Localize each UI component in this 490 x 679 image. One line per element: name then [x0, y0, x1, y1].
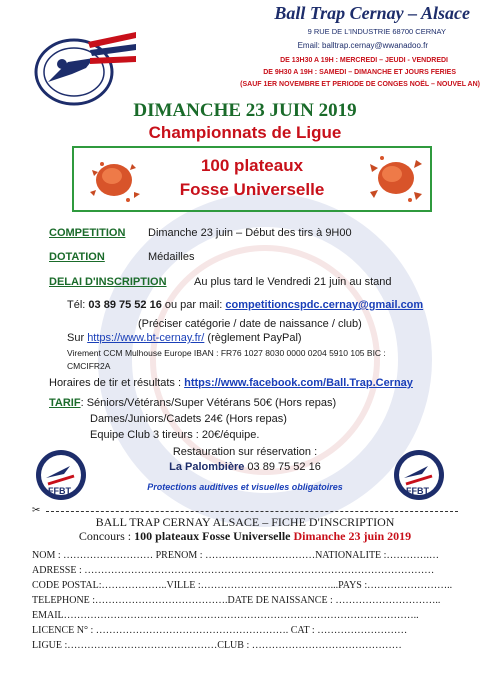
virement-info: Virement CCM Mulhouse Europe IBAN : FR76 1027 8030 0000 0204 5910 105 BIC : [67, 348, 386, 358]
event-box-line1: 100 plateaux [200, 156, 304, 175]
cut-line [46, 511, 458, 512]
bic-code: CMCIFR2A [67, 361, 111, 371]
clay-target-left-icon [84, 152, 144, 206]
competition-value: Dimanche 23 juin – Début des tirs à 9H00 [148, 227, 352, 239]
watermark-logo [95, 190, 435, 530]
ffbt-label-right: FFBT [406, 486, 429, 496]
club-email: Email: balltrap.cernay@wwanadoo.fr [297, 41, 428, 50]
preciser-note: (Préciser catégorie / date de naissance / club) [138, 318, 362, 330]
website-link[interactable]: https://www.bt-cernay.fr/ [87, 332, 205, 344]
tarif-seniors: : Séniors/Vétérans/Super Vétérans 50€ (Hors repas) [80, 397, 337, 409]
concours-prefix: Concours : [78, 529, 135, 543]
tarif-line [49, 397, 336, 409]
concours-date: Dimanche 23 juin 2019 [290, 529, 412, 543]
field-adresse[interactable]: ADRESSE : …………………………………………………………………………………………… [32, 565, 435, 576]
restauration-title: Restauration sur réservation : [172, 446, 318, 458]
tel-mid: ou par mail: [161, 299, 226, 311]
club-name: Ball Trap Cernay – Alsace [274, 3, 470, 23]
dotation-value: Médailles [148, 251, 195, 263]
tel-number: 03 89 75 52 16 [88, 299, 162, 311]
field-ligue[interactable]: LIGUE :………………………………………CLUB : ……………………………………… [32, 640, 402, 651]
horaires-line [49, 377, 413, 389]
tarif-label: TARIF [49, 397, 81, 409]
paypal-line [67, 332, 302, 344]
field-email[interactable]: EMAIL…………………………………………………………………………………………….. [32, 610, 419, 621]
form-concours [0, 529, 490, 544]
clay-target-right-icon [362, 150, 426, 206]
field-code-postal[interactable]: CODE POSTAL:………………..VILLE :…………………………………...PAYS :…………………….. [32, 580, 453, 591]
tarif-dames: Dames/Juniors/Cadets 24€ (Hors repas) [90, 413, 287, 425]
sur-suffix: (règlement PayPal) [204, 332, 302, 344]
restaurant-name: La Palombière [169, 461, 245, 473]
form-title: BALL TRAP CERNAY ALSACE – FICHE D'INSCRIPTION [95, 515, 395, 529]
concours-event: 100 plateaux Fosse Universelle [134, 529, 291, 543]
scissors-icon: ✂ [32, 505, 41, 516]
delai-label: DELAI D'INSCRIPTION [49, 276, 167, 288]
ffbt-logo-left [34, 448, 88, 502]
field-licence[interactable]: LICENCE N° : …………………………………………………. CAT : ……………………… [32, 625, 408, 636]
competition-email-link[interactable]: competitioncspdc.cernay@gmail.com [225, 299, 424, 311]
competition-label: COMPETITION [49, 227, 126, 239]
hours-weekday: DE 13H30 A 19H : MERCREDI – JEUDI - VENDREDI [280, 57, 448, 64]
protections-note: Protections auditives et visuelles obligatoires [147, 482, 343, 492]
contact-line [67, 299, 423, 311]
event-title: Championnats de Ligue [148, 123, 342, 142]
tarif-equipe: Equipe Club 3 tireurs : 20€/équipe. [90, 429, 260, 441]
restaurant-phone: 03 89 75 52 16 [244, 461, 321, 473]
ffbt-logo-right [392, 448, 446, 502]
ffbt-label-left: FFBT [48, 486, 71, 496]
facebook-link[interactable]: https://www.facebook.com/Ball.Trap.Cernay [184, 377, 413, 389]
event-date: DIMANCHE 23 JUIN 2019 [133, 100, 357, 121]
delai-value: Au plus tard le Vendredi 21 juin au stand [194, 276, 392, 288]
field-telephone[interactable]: TELEPHONE :………………………………….DATE DE NAISSANCE : ………………………….. [32, 595, 441, 606]
club-address: 9 RUE DE L'INDUSTRIE 68700 CERNAY [307, 27, 446, 36]
horaires-prefix: Horaires de tir et résultats : [49, 377, 185, 389]
event-box-line2: Fosse Universelle [179, 180, 325, 199]
field-nom[interactable]: NOM : ……………………… PRENOM : ……………………………NATIONALITE :………….… [32, 550, 439, 561]
hours-exceptions: (SAUF 1ER NOVEMBRE ET PERIODE DE CONGES NOËL – NOUVEL AN) [240, 81, 480, 88]
tel-prefix: Tél: [67, 299, 89, 311]
hours-weekend: DE 9H30 A 19H : SAMEDI – DIMANCHE ET JOURS FERIES [263, 69, 456, 76]
dotation-label: DOTATION [49, 251, 105, 263]
sur-prefix: Sur [67, 332, 88, 344]
